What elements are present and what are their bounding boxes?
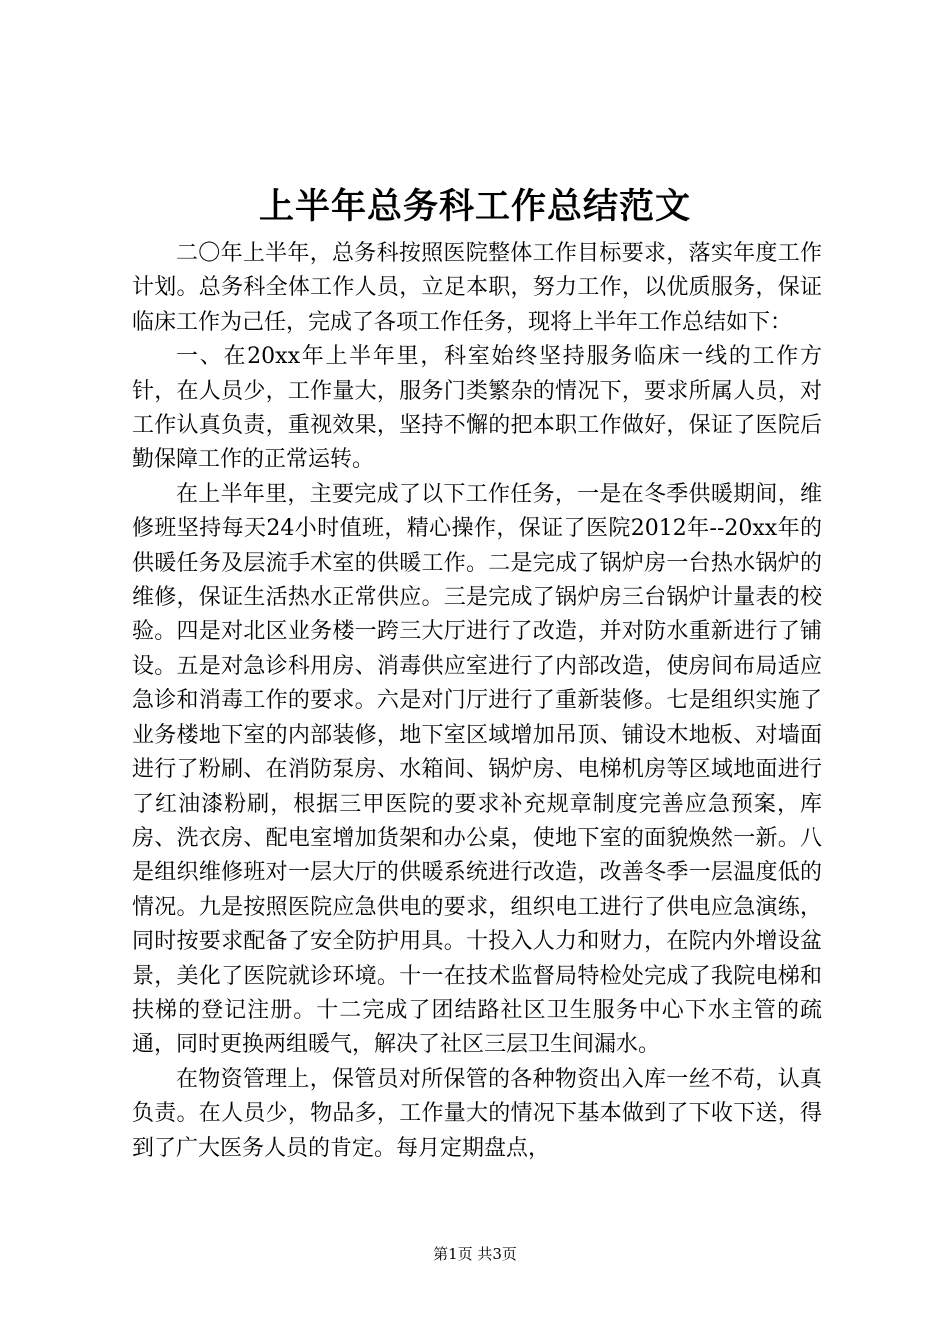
document-title: 上半年总务科工作总结范文 xyxy=(258,186,691,227)
paragraph-section-one: 一、在20xx年上半年里，科室始终坚持服务临床一线的工作方针，在人员少，工作量大，服务门类繁杂的情况下，要求所属人员，对工作认真负责，重视效果，坚持不懈的把本职工作做好，保证了医院后勤保障工作的正常运转。 xyxy=(132,344,822,473)
paragraph-materials: 在物资管理上，保管员对所保管的各种物资出入库一丝不苟，认真负责。在人员少，物品多，工作量大的情况下基本做到了下收下送，得到了广大医务人员的肯定。每月定期盘点， xyxy=(132,1066,822,1161)
paragraph-intro: 二〇年上半年，总务科按照医院整体工作目标要求，落实年度工作计划。总务科全体工作人员，立足本职，努力工作，以优质服务，保证临床工作为己任，完成了各项工作任务，现将上半年工作总结如下： xyxy=(132,241,822,335)
document-body xyxy=(132,237,822,1166)
page-number-footer: 第1页 共3页 xyxy=(433,1245,517,1263)
paragraph-tasks: 在上半年里，主要完成了以下工作任务，一是在冬季供暖期间，维修班坚持每天24小时值班，精心操作，保证了医院2012年--20xx年的供暖任务及层流手术室的供暖工作。二是完成了锅炉房一台热水锅炉的维修，保证生活热水正常供应。三是完成了锅炉房三台锅炉计量表的校验。四是对北区业务楼一跨三大厅进行了改造，并对防水重新进行了铺设。五是对急诊科用房、消毒供应室进行了内部改造，使房间布局适应急诊和消毒工作的要求。六是对门厅进行了重新装修。七是组织实施了业务楼地下室的内部装修，地下室区域增加吊顶、铺设木地板、对墙面进行了粉刷、在消防泵房、水箱间、锅炉房、电梯机房等区域地面进行了红油漆粉刷，根据三甲医院的要求补充规章制度完善应急预案，库房、洗衣房、配电室增加货架和办公桌，使地下室的面貌焕然一新。八是组织维修班对一层大厅的供暖系统进行改造，改善冬季一层温度低的情况。九是按照医院应急供电的要求，组织电工进行了供电应急演练，同时按要求配备了安全防护用具。十投入人力和财力，在院内外增设盆景，美化了医院就诊环境。十一在技术监督局特检处完成了我院电梯和扶梯的登记注册。十二完成了团结路社区卫生服务中心下水主管的疏通，同时更换两组暖气，解决了社区三层卫生间漏水。 xyxy=(132,481,822,1058)
